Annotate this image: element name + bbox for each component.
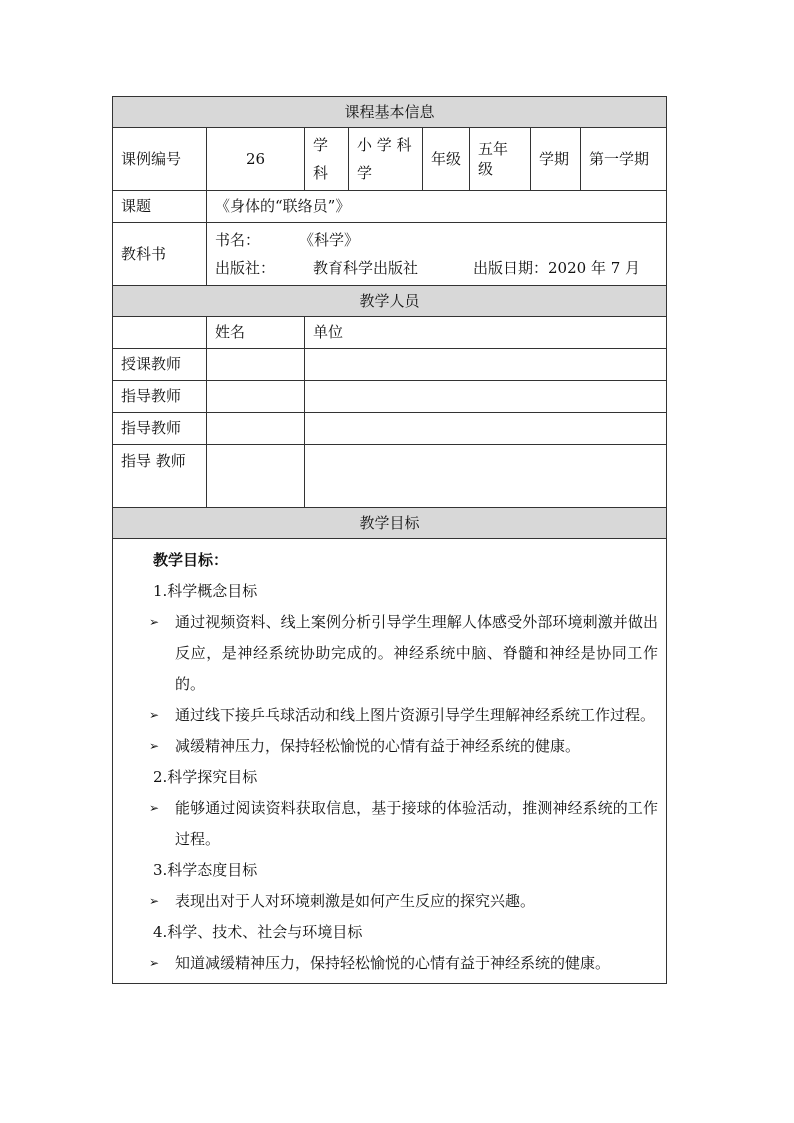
staff-header-row [113,286,667,317]
bullet-arrow-icon: ➢ [149,956,160,970]
topic-row [113,191,667,223]
topic-value: 《身体的“联络员”》 [207,191,667,223]
bullet-arrow-icon: ➢ [149,739,160,753]
subject-value-line-2: 学 [357,164,373,182]
topic-label: 课题 [113,191,207,223]
textbook-details [207,223,667,286]
goals-body [113,539,667,984]
staff-unit-cell [305,381,667,413]
subject-label-line-2: 科 [313,164,329,182]
staff-name-cell [207,445,305,508]
staff-name-cell [207,381,305,413]
goal-bullet [113,607,666,700]
book-name-line [215,226,658,254]
course-info-sheet [112,96,666,984]
goals-title: 教学目标： [153,551,229,569]
textbook-row [113,223,667,286]
course-info-table [112,96,667,984]
grade-value: 五年级 [470,128,531,191]
subject-label [305,128,349,191]
goals-header: 教学目标 [113,508,667,539]
goals-header-row [113,508,667,539]
bullet-arrow-icon: ➢ [149,801,160,815]
goal-bullet [113,793,666,855]
publisher-label: 出版社： [215,259,276,277]
goal-bullet-text: 通过视频资料、线上案例分析引导学生理解人体感受外部环境刺激并做出反应，是神经系统协助完成的。神经系统中脑、脊髓和神经是协同工作的。 [175,613,659,693]
staff-row [113,381,667,413]
basic-info-header-row [113,97,667,128]
staff-row [113,349,667,381]
staff-columns-row [113,317,667,349]
goal-section-heading: 3.科学态度目标 [153,861,258,879]
goal-section-heading: 4.科学、技术、社会与环境目标 [153,923,363,941]
subject-label-line-1: 学 [313,136,329,154]
staff-row [113,413,667,445]
staff-corner-cell [113,317,207,349]
staff-name-cell [207,413,305,445]
publisher-value: 教育科学出版社 [313,259,419,277]
goal-bullet-text: 通过线下接乒乓球活动和线上图片资源引导学生理解神经系统工作过程。 [175,706,656,724]
goal-bullet [113,886,666,917]
term-label: 学期 [531,128,581,191]
book-name-label: 书名： [215,231,261,249]
goal-section-heading: 2.科学探究目标 [153,768,258,786]
textbook-label: 教科书 [113,223,207,286]
staff-header: 教学人员 [113,286,667,317]
goal-bullet [113,700,666,731]
staff-row [113,445,667,508]
pub-date-label: 出版日期： [473,259,549,277]
pub-date-value: 2020 年 7 月 [548,259,641,277]
goal-bullet [113,731,666,762]
goal-bullet-text: 知道减缓精神压力，保持轻松愉悦的心情有益于神经系统的健康。 [175,954,611,972]
staff-role: 指导教师 [113,413,207,445]
subject-value [349,128,423,191]
goal-section-heading: 1.科学概念目标 [153,582,258,600]
staff-col-name: 姓名 [207,317,305,349]
book-name-value: 《科学》 [299,231,360,249]
bullet-arrow-icon: ➢ [149,615,160,629]
goal-bullet-text: 能够通过阅读资料获取信息，基于接球的体验活动，推测神经系统的工作过程。 [175,799,659,848]
staff-unit-cell [305,349,667,381]
staff-col-unit: 单位 [305,317,667,349]
goal-bullet-text: 表现出对于人对环境刺激是如何产生反应的探究兴趣。 [175,892,536,910]
goal-bullet-text: 减缓精神压力，保持轻松愉悦的心情有益于神经系统的健康。 [175,737,581,755]
goal-bullet [113,948,666,979]
basic-info-header: 课程基本信息 [113,97,667,128]
bullet-arrow-icon: ➢ [149,894,160,908]
course-meta-row [113,128,667,191]
code-label: 课例编号 [113,128,207,191]
staff-role: 指导教师 [113,381,207,413]
term-value: 第一学期 [581,128,667,191]
subject-value-line-1: 小 学 科 [357,136,412,154]
code-value: 26 [207,128,305,191]
staff-role: 授课教师 [113,349,207,381]
grade-label: 年级 [423,128,470,191]
publisher-line [215,254,658,282]
staff-unit-cell [305,413,667,445]
staff-role: 指导 教师 [113,445,207,508]
staff-unit-cell [305,445,667,508]
bullet-arrow-icon: ➢ [149,708,160,722]
staff-name-cell [207,349,305,381]
goals-row [113,539,667,984]
